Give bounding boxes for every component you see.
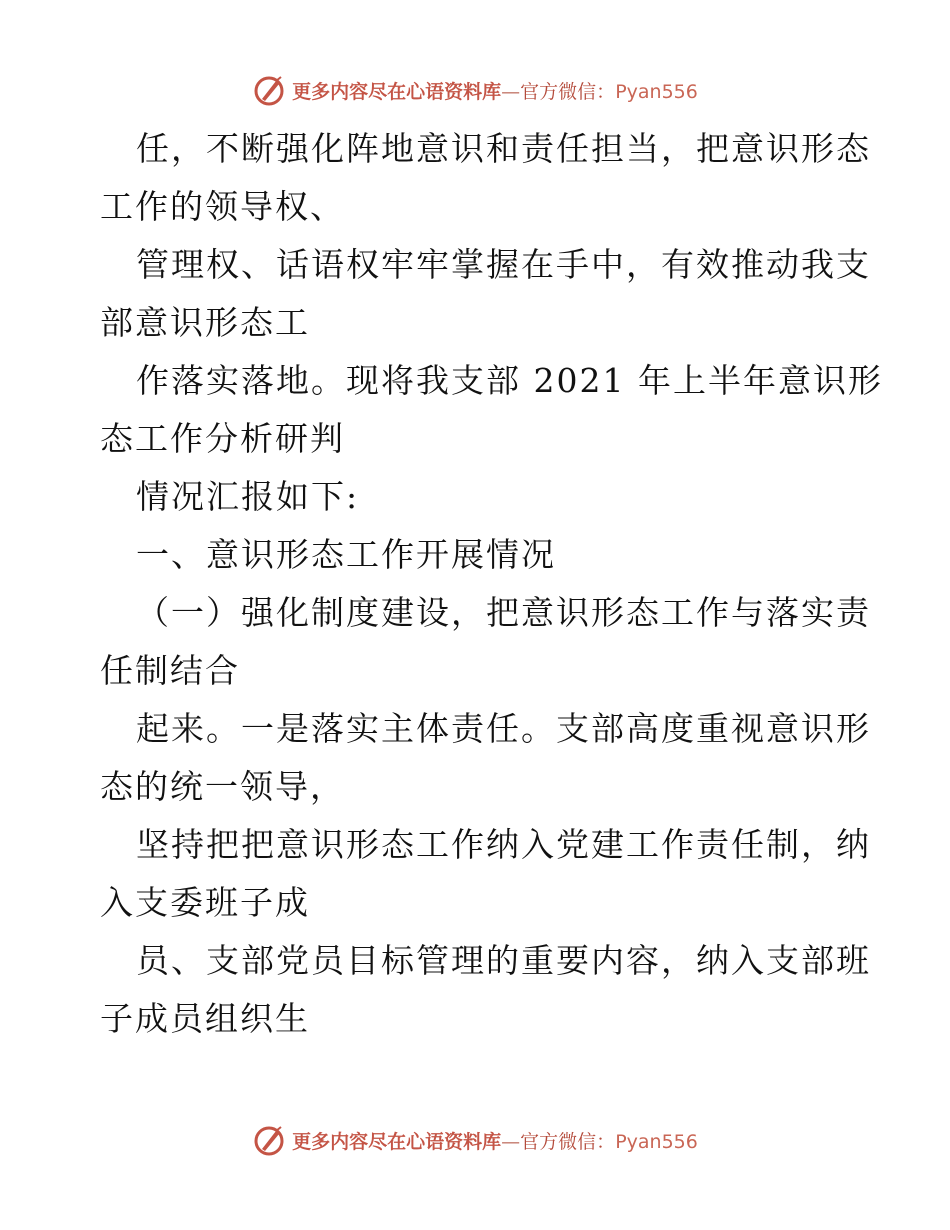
document-body <box>100 120 883 1048</box>
watermark-account: Pyan556 <box>615 1130 698 1153</box>
watermark-contact: 官方微信： <box>520 1130 616 1153</box>
header-watermark <box>0 70 950 110</box>
text-line: 一、意识形态工作开展情况 <box>136 535 556 574</box>
text-line: 员、支部党员目标管理的重要内容，纳入支部班 <box>136 941 871 980</box>
text-line: 情况汇报如下: <box>136 477 360 516</box>
watermark-separator: — <box>501 1130 521 1153</box>
quill-logo-icon <box>252 1123 286 1157</box>
watermark-contact: 官方微信： <box>520 80 616 103</box>
text-line: 任，不断强化阵地意识和责任担当，把意识形态 <box>136 129 871 168</box>
watermark-account: Pyan556 <box>615 80 698 103</box>
text-line: 坚持把把意识形态工作纳入党建工作责任制，纳 <box>136 825 871 864</box>
quill-logo-icon <box>252 73 286 107</box>
text-line: 态工作分析研判 <box>100 419 345 458</box>
text-line: （一）强化制度建设，把意识形态工作与落实责 <box>136 593 871 632</box>
text-line: 起来。一是落实主体责任。支部高度重视意识形 <box>136 709 871 748</box>
watermark-separator: — <box>501 80 521 103</box>
text-line: 部意识形态工 <box>100 303 310 342</box>
footer-watermark <box>0 1120 950 1160</box>
text-line: 工作的领导权、 <box>100 187 345 226</box>
text-line: 态的统一领导， <box>100 767 345 806</box>
text-line: 子成员组织生 <box>100 999 310 1038</box>
text-line: 任制结合 <box>100 651 240 690</box>
watermark-brand: 更多内容尽在心语资料库 <box>292 80 502 103</box>
watermark-brand: 更多内容尽在心语资料库 <box>292 1130 502 1153</box>
text-line: 作落实落地。现将我支部 2021 年上半年意识形 <box>136 361 883 400</box>
text-line: 管理权、话语权牢牢掌握在手中，有效推动我支 <box>136 245 871 284</box>
watermark-text <box>292 77 698 104</box>
text-line: 入支委班子成 <box>100 883 310 922</box>
watermark-text <box>292 1127 698 1154</box>
